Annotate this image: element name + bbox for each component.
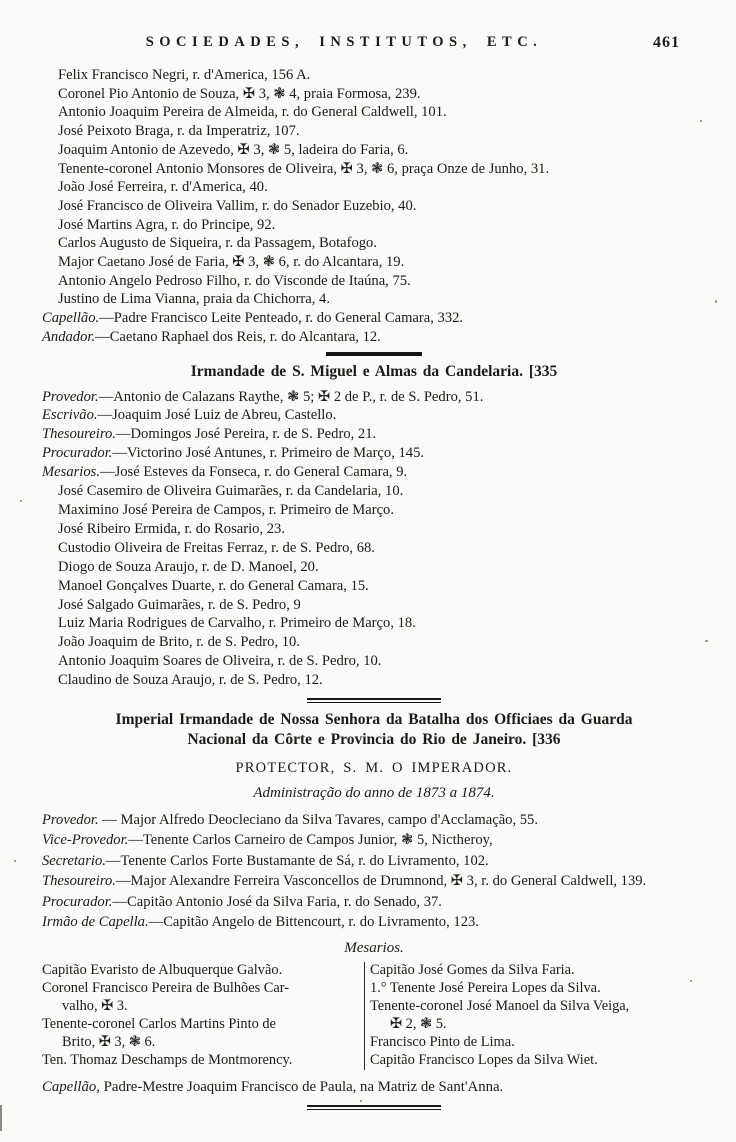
directory-entry: Custodio Oliveira de Freitas Ferraz, r. de S. Pedro, 68. [58,539,375,556]
directory-entry-procurador: Procurador.—Capitão Antonio José da Silva Faria, r. do Senado, 37. [42,893,442,910]
society-members-continuation-list [42,66,706,347]
mesarios-left-column [42,962,364,1069]
directory-entry: João Joaquim de Brito, r. de S. Pedro, 10. [58,634,300,651]
directory-entry: José Francisco de Oliveira Vallim, r. do Senador Euzebio, 40. [58,197,417,214]
section-divider-rule [326,352,422,356]
directory-entry: José Salgado Guimarães, r. de S. Pedro, 9 [58,596,301,613]
directory-entry: Luiz Maria Rodrigues de Carvalho, r. Primeiro de Março, 18. [58,615,416,632]
mesario-line: Ten. Thomaz Deschamps de Montmorency. [42,1052,293,1069]
directory-entry-thesoureiro: Thesoureiro.—Domingos José Pereira, r. de S. Pedro, 21. [42,426,377,443]
candelaria-officers-list [42,388,706,691]
mesarios-right-column [364,962,706,1069]
directory-entry: Antonio Joaquim Soares de Oliveira, r. de S. Pedro, 10. [58,653,382,670]
mesario-line-continuation: valho, ✠ 3. [62,998,128,1015]
directory-entry-mesarios: Mesarios.—José Esteves da Fonseca, r. do General Camara, 9. [42,464,408,481]
page-header [42,34,706,60]
directory-entry: Antonio Angelo Pedroso Filho, r. do Visconde de Itaúna, 75. [58,272,411,289]
page-number: 461 [653,34,680,51]
directory-entry-procurador: Procurador.—Victorino José Antunes, r. Primeiro de Março, 145. [42,445,425,462]
mesarios-two-column-list [42,962,706,1069]
scan-speck [360,1100,362,1102]
directory-entry-escrivao: Escrivão.—Joaquim José Luiz de Abreu, Castello. [42,407,337,424]
directory-entry-secretario: Secretario.—Tenente Carlos Forte Bustamante de Sá, r. do Livramento, 102. [42,852,489,869]
directory-entry: Maximino José Pereira de Campos, r. Primeiro de Março. [58,501,394,518]
mesario-line: Capitão Evaristo de Albuquerque Galvão. [42,962,283,979]
mesario-line: 1.° Tenente José Pereira Lopes da Silva. [370,980,601,997]
directory-entry: Manoel Gonçalves Duarte, r. do General Camara, 15. [58,577,369,594]
mesario-line: Tenente-coronel José Manoel da Silva Veiga, [370,998,630,1015]
directory-entry: Major Caetano José de Faria, ✠ 3, ❃ 6, r. do Alcantara, 19. [58,254,405,271]
batalha-officers-list [42,810,706,932]
mesario-line: Tenente-coronel Carlos Martins Pinto de [42,1016,276,1033]
directory-entry: João José Ferreira, r. d'America, 40. [58,179,268,196]
scan-speck [20,500,22,502]
directory-entry: Antonio Joaquim Pereira de Almeida, r. do General Caldwell, 101. [58,104,447,121]
directory-entry: Joaquim Antonio de Azevedo, ✠ 3, ❃ 5, ladeira do Faria, 6. [58,141,409,158]
final-capellao-line: Capellão, Padre-Mestre Joaquim Francisco de Paula, na Matriz de Sant'Anna. [42,1078,504,1095]
directory-entry: Felix Francisco Negri, r. d'America, 156 A. [58,67,311,83]
mesario-line-continuation: Brito, ✠ 3, ❃ 6. [62,1034,156,1051]
administration-year-line: Administração do anno de 1873 a 1874. [253,785,495,802]
mesario-line: Capitão José Gomes da Silva Faria. [370,962,575,979]
directory-entry: José Peixoto Braga, r. da Imperatriz, 107. [58,123,300,140]
mesario-line-continuation: ✠ 2, ❃ 5. [390,1016,447,1033]
directory-entry: Coronel Pio Antonio de Souza, ✠ 3, ❃ 4, praia Formosa, 239. [58,85,421,102]
section-heading-batalha [42,710,706,749]
section-divider-rule [307,698,441,703]
scan-speck [705,640,708,642]
end-divider-rule [307,1105,441,1110]
directory-entry: José Casemiro de Oliveira Guimarães, r. da Candelaria, 10. [58,483,404,500]
directory-entry-capellao: Capellão.—Padre Francisco Leite Penteado, r. do General Camara, 332. [42,310,464,327]
scan-speck [700,120,702,122]
directory-entry: José Ribeiro Ermida, r. do Rosario, 23. [58,520,285,537]
directory-entry: Justino de Lima Vianna, praia da Chichorra, 4. [58,291,331,308]
directory-entry-thesoureiro: Thesoureiro.—Major Alexandre Ferreira Vasconcellos de Drumnond, ✠ 3, r. do General Caldwell, 139. [42,873,647,890]
heading-line-1: Imperial Irmandade de Nossa Senhora da Batalha dos Officiaes da Guarda [115,711,633,729]
directory-entry-provedor: Provedor.—Antonio de Calazans Raythe, ❃ 5; ✠ 2 de P., r. de S. Pedro, 51. [42,388,484,405]
running-title: SOCIEDADES, INSTITUTOS, ETC. [145,34,543,50]
directory-entry-provedor: Provedor. — Major Alfredo Deocleciano da Silva Tavares, campo d'Acclamação, 55. [42,812,539,829]
heading-line-2: Nacional da Côrte e Provincia do Rio de Janeiro. [336 [187,730,561,748]
scan-speck [14,860,16,862]
directory-entry: Claudino de Souza Araujo, r. de S. Pedro, 12. [58,672,323,689]
mesario-line: Francisco Pinto de Lima. [370,1034,515,1051]
directory-entry: Diogo de Souza Araujo, r. de D. Manoel, 20. [58,558,319,575]
section-heading-candelaria: Irmandade de S. Miguel e Almas da Candelaria. [335 [190,362,558,380]
directory-entry: Carlos Augusto de Siqueira, r. da Passagem, Botafogo. [58,235,377,252]
directory-entry-andador: Andador.—Caetano Raphael dos Reis, r. do Alcantara, 12. [42,328,381,345]
directory-entry-irmao-de-capella: Irmão de Capella.—Capitão Angelo de Bittencourt, r. do Livramento, 123. [42,914,479,931]
directory-entry: Tenente-coronel Antonio Monsores de Oliveira, ✠ 3, ❃ 6, praça Onze de Junho, 31. [58,160,550,177]
protector-line: PROTECTOR, S. M. O IMPERADOR. [235,760,513,777]
mesario-line: Capitão Francisco Lopes da Silva Wiet. [370,1052,598,1069]
scan-speck [690,980,692,982]
scan-edge-artifact [0,1105,2,1131]
scan-speck [715,300,717,303]
mesarios-heading: Mesarios. [344,940,404,957]
mesario-line: Coronel Francisco Pereira de Bulhões Car- [42,980,290,997]
directory-entry-vice-provedor: Vice-Provedor.—Tenente Carlos Carneiro de Campos Junior, ❃ 5, Nictheroy, [42,832,493,849]
directory-entry: José Martins Agra, r. do Principe, 92. [58,216,276,233]
